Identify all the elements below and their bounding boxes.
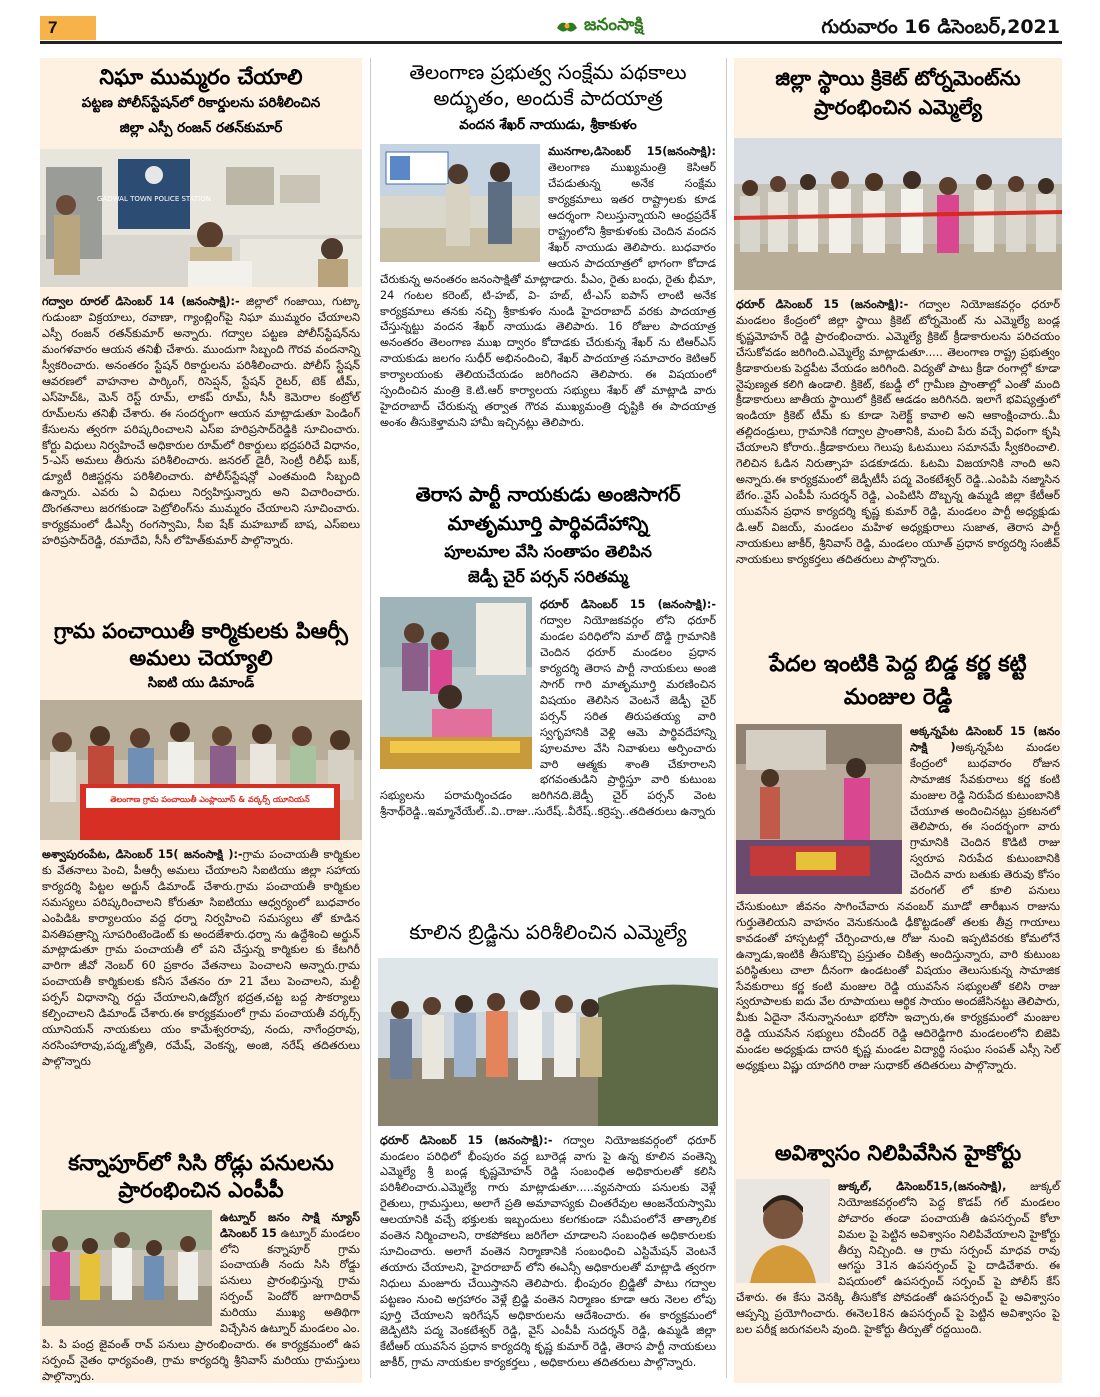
article-body — [378, 597, 718, 820]
headline: అవిశ్వాసం నిలిపివేసిన హైకోర్టు — [774, 1141, 1022, 1165]
article-text: తెలంగాణ ముఖ్యమంత్రి కెసిఆర్ చేపడుతున్న అనేక సంక్షేమ కార్యక్రమాలు ఇతర రాష్ట్రాలకు కూడ ఆదర్శంగా నిలుస్తున్నాయని ఆంధ్రప్రదేశ్ రాష్ట్రంలోని శ్రీకాకుళంకు చెందిన వందన శేఖర్ నాయుడు తెలిపారు. బుధవారం ఆయన పాదయాత్రలో భాగంగా కోదాడ చేరుకున్న అనంతరం జనంసాక్షితో మాట్లాడారు. పీఎం, రైతు బంధు, రైతు భీమా, 24 గంటల కరెంట్, టి-హబ్, వి- హబ్, టీ-ఎస్ ఐపాస్ లాంటి అనేక కార్యక్రమాలు తనకు నచ్చి శ్రీకాకుళం నుండి హైదరాబాద్ వరకు పాదయాత్ర చేస్తున్నట్టు వందన శేఖర్ నాయుడు తెలిపారు. 16 రోజుల పాదయాత్ర అనంతరం తెలంగాణ ముఖ ద్వారం కోదాడకు చేరుకున్న శేఖర్ ను టిఆర్ఎస్ నాయకుడు జలగం సుధీర్ అభినందించి, శేఖర్ పాదయాత్ర సమాచారం కెటిఆర్ కార్యాలయంకు తెలియచేయడం జరిగిందని తెలిపారు. ఈ విషయంలో స్పందించిన మంత్రి కె.టి.ఆర్ కార్యాలయ సభ్యులు శేఖర్ తో మాట్లాడి వారు హైదరాబాద్ చేరుకున్న తర్వాత గౌరవ ముఖ్యమంత్రి దృష్టికి ఈ పాదయాత్ర అంశం తీసుకెళ్తామని హామీ ఇచ్చినట్లు తెలిపారు. — [380, 161, 716, 429]
dateline: గద్వాల రూరల్‌ డిసెంబర్‌ 14 (జనంసాక్షి):- — [42, 295, 240, 309]
dateline: మునగాల,డిసెంబర్ 15(జనంసాక్షి): — [548, 145, 716, 159]
story-kannapur — [40, 1150, 362, 1383]
dateline: అశ్వాపురంపేట, డిసెంబర్ 15( జనంసాక్షి ):- — [42, 848, 243, 862]
brand — [555, 14, 643, 40]
dateline: ధరూర్ డిసెంబర్ 15 (జనంసాక్షి):- — [380, 1133, 553, 1147]
banner-text: తెలంగాణ గ్రామ పంచాయితీ ఎంప్లాయీస్ & వర్కర్స్ యూనియన్ — [110, 795, 310, 805]
article-text: గద్వాల నియోజకవర్గం ధరూర్ మండలం కేంద్రంలో జిల్లా స్థాయి క్రికెట్ టోర్నమెంట్ ను ఎమ్మెల్యే బండ్ల కృష్ణమోహన్ రెడ్డి ప్రారంభించారు. ఎమ్మెల్యే క్రికెట్ క్రీడాకారులను పరిచయం చేసుకోవడం జరిగింది.ఎమ్మెల్యే మాట్లాడుతూ..... తెలంగాణ రాష్ట్ర ప్రభుత్వం క్రీడాకారులకు పెద్దపీట వేయడం జరిగింది. విద్యతో పాటు క్రీడా రంగాల్లో కూడా నైపుణ్యత కలిగి ఉండాలి. క్రికెట్, కబడ్డీ లో గ్రామీణ ప్రాంతాల్లో ఎంతో మంది క్రీడాకారులు జాతీయ స్థాయిలో క్రికెట్ ఆడడం జరిగినది. ఇలాగే భవిష్యత్తులో ఇండియా క్రికెట్ టీమ్ కు కూడా సెలెక్ట్ కావాలి అని ఆకాంక్షించారు..మీ తల్లిదండ్రులు, గ్రామానికి గద్వాల ప్రాంతానికి, మంచి పేరు వచ్చే విధంగా కృషి చేయాలని కోరారు..క్రీడాకారులు గెలుపు ఓటములు సమానమే స్వీకరించాలి. గెలిచిన ఓడిన నిరుత్సాహ పడకూడదు. ఓటమి విజయానికి నాంది అని అన్నారు.ఈ కార్యక్రమంలో జెడ్పీటీసీ పద్మ వెంకటేశ్వర్ రెడ్డి..ఎంపిపి నజ్మాసిన బేగం..వైస్ ఎంపీపీ సుదర్శన్ రెడ్డి, ఎంపిటిసి దొబ్బన్న ఉమ్మడి జిల్లా కేటీఆర్ యువసేన ప్రధాన కార్యదర్శి కృష్ణ కుమార్ రెడ్డి, మండలం పార్టీ అధ్యక్షుడు డి.ఆర్ విజయ్, మండలం మహిళ అధ్యక్షురాలు సుజాత, తెరాస పార్టీ నాయకులు జాకీర్, శ్రీనివాస్ రెడ్డి, మండలం యూత్ ప్రధాన కార్యదర్శి సంజీవ్ నాయకులు కార్యకర్తలు తదితరులు పాల్గొన్నారు. — [736, 298, 1060, 566]
article-body — [734, 724, 1062, 1074]
headline: తెలంగాణ ప్రభుత్వ సంక్షేమ పథకాలు అద్భుతం, అందుకే పాదయాత్ర — [409, 60, 687, 110]
headline: కన్నాపూర్‌లో సిసి రోడ్లు పనులను ప్రారంభించిన ఎంపీపీ — [68, 1151, 334, 1202]
article-body — [40, 847, 362, 1070]
dateline: జుక్కల్, డిసెంబర్15,(జనంసాక్షి), — [838, 1179, 1007, 1193]
headline: జిల్లా స్థాయి క్రికెట్ టోర్నమెంట్‌ను ప్రారంభించిన ఎమ్మెల్యే — [775, 66, 1021, 119]
byline: వందన శేఖర్ నాయుడు, శ్రీకాకుళం — [459, 117, 637, 134]
bridge-inspection-photo — [378, 958, 718, 1126]
byline: జిల్లా ఎస్పీ రంజన్ రతన్‌కుమార్ — [119, 120, 283, 137]
column-divider — [370, 58, 371, 1378]
brand-logo-icon — [555, 18, 579, 36]
headline: తెరాస పార్టీ నాయకుడు అంజిసాగర్ మాతృమూర్తి పార్థివదేహాన్ని — [415, 483, 681, 536]
subheadline: పూలమాల వేసి సంతాపం తెలిపిన — [444, 541, 652, 561]
story-manjula — [734, 648, 1062, 1128]
headline: పేదల ఇంటికి పెద్ద బిడ్డ కర్ణ కట్టి మంజుల రెడ్డి — [769, 652, 1027, 710]
article-body — [734, 1179, 1062, 1338]
story-anjisagar — [378, 480, 718, 916]
article-body — [378, 1133, 718, 1372]
middle-column — [378, 58, 718, 1383]
article-text: గద్వాల నియోజకవర్గం లోని ధరూర్ మండల పరిధిలోని మాల్ దొడ్డి గ్రామానికి చెందిన ధరూర్ మండలం ప్రధాన కార్యదర్శి తెరాస పార్టీ నాయకులు అంజి సాగర్ గారి మాతృమూర్తి మరణించిన విషయం తెలిసిన వెంటనే జెడ్పీ చైర్ పర్సన్ సరిత తిరుపతయ్య వారి స్వగృహానికి వెళ్లి ఆమె పార్థివదేహాన్ని పూలమాల వేసి నివాళులు అర్పించారు వారి ఆత్మకు శాంతి చేకూరాలని భగవంతుడిని ప్రార్థిస్తూ వారి కుటుంబ సభ్యులను పరామర్శించడం జరిగినది.జెడ్పీ చైర్ పర్సన్ వెంట శ్రీనాథ్‌రెడ్డి..ఇమ్మానేయేల్..వి..రాజు..సురేష్..వీరేష్..కర్రెప్ప..తదితరులు ఉన్నారు — [380, 614, 716, 819]
article-text: గ్రామ పంచాయతీ కార్మికుల కు వేతనాలు పెంచి, పీఆర్సీ అమలు చేయాలని సిఐటియు జిల్లా సహాయ కార్యదర్శి పిట్టల అర్జున్ డిమాండ్ చేశారు.గ్రామ పంచాయతీ కార్మికుల సమస్యలు పరిష్కరించాలని కోరుతూ సిఐటియు ఆధ్వర్యంలో బుధవారం ఎంపిడిఓ కార్యాలయం వద్ద ధర్నా నిర్వహించి సమస్యలు తో కూడిన వినతిపత్రాన్ని సూపరింటెండెంట్ కు అందజేశారు.ధర్నా ను ఉద్దేశించి అర్జున్ మాట్లాడుతూ గ్రామ పంచాయతీ లో పని చేస్తున్న కార్మికుల కు కేటగిరీ వారిగా జీవో నెంబర్ 60 ప్రకారం వేతనాలు పెంచాలని అన్నారు.గ్రామ పంచాయతీ కార్మికులకు కనీస వేతనం రూ 21 వేలు పెంచాలని, మల్టీ పర్పస్ విధానాన్ని రద్దు చేయాలని,ఉద్యోగ భద్రత,చట్ట బద్ద సౌకర్యాలు కల్పించాలని డిమాండ్ చేశారు.ఈ కార్యక్రమంలో గ్రామ పంచాయతీ వర్కర్స్ యూనియన్ నాయకులు యం కామేశ్వరరావు, నందు, నాగేంద్రరావు, నరసింహారావు,పద్మ,జ్యోతి, రమేష్, వెంకన్న, అంజి, నరేష్ తదితరులు పాల్గొన్నారు — [42, 848, 361, 1068]
article-text: జిల్లాలో గంజాయి, గుట్కా గుడుంబా విక్రయాలు, రవాణా, గ్యాంబ్లింగ్‌పై నిఘా ముమ్మరం చేయాలని ఎస్పీ రంజన్ రతన్‌కుమార్ అన్నారు. గద్వాల పట్టణ పోలీస్‌స్టేషన్‌ను మంగళవారం ఆయన తనిఖీ చేశారు. ముందుగా సిబ్బంది గౌరవ వందనాన్ని స్వీకరించారు. అనంతరం స్టేషన్ రికార్డులను పరిశీలించారు. పోలీస్ స్టేషన్ ఆవరణలో వాహనాల పార్కింగ్, రిసెప్షన్, స్టేషన్ రైటర్, టెక్ టీమ్, ఎస్‌హెచ్‌ఓ, మెన్ రెస్ట్ రూమ్, లాకప్ రూమ్, సీసీ కెమెరాల కంట్రోల్ రూమ్‌లను తనిఖీ చేశారు. ఈ సందర్భంగా ఆయన మాట్లాడుతూ పెండింగ్ కేసులను త్వరగా పరిష్కరించాలని ఎస్‌ఐ హరిప్రసాద్‌రెడ్డికి సూచించారు. కోర్టు విధులు నిర్వహించే అధికారుల రూమ్‌లో రికార్డులు భద్రపరిచే విధానం, 5-ఎస్ అమలు తీరును పరిశీలించారు. జనరల్ డైరీ, సెంట్రీ రిలీఫ్ బుక్, డ్యూటీ రిజిస్టర్లను పరిశీలించారు. పోలీస్‌స్టేషన్లో ఎంతమంది సిబ్బంది ఉన్నారు. ఎవరు ఏ విధులు నిర్వహిస్తున్నారు అని విచారించారు. దొంగతనాలు జరగకుండా పెట్రోలింగ్‌ను ముమ్మరం చేయాలని సూచించారు. కార్యక్రమంలో డీఎస్పీ రంగస్వామి, సీఐ షేక్ మహబూబ్ బాష, ఎస్‌ఐలు హరిప్రసాద్‌రెడ్డి, రమాదేవి, సీసీ లోహిత్‌కుమార్ పాల్గొన్నారు. — [42, 295, 360, 547]
page-number: 7 — [40, 16, 96, 40]
police-station-photo — [40, 149, 362, 287]
dateline: అక్కన్నపేట డిసెంబర్ 15 (జనం సాక్షి ) — [910, 725, 1060, 754]
dateline: ధరూర్ డిసెంబర్ 15 (జనంసాక్షి):- — [540, 598, 716, 612]
article-body — [734, 297, 1062, 567]
dateline: ఉట్నూర్ జనం సాక్షి న్యూస్ డిసెంబర్ 15 — [220, 1210, 360, 1240]
tribute-photo — [380, 597, 532, 769]
subheadline: జెడ్పీ చైర్ పర్సన్ సరితమ్మ — [468, 566, 628, 586]
article-text: గద్వాల నియోజకవర్గంలో ధరూర్ మండలం పరిధిలో భీంపురం వద్ద బూరెడ్ల వాగు పై ఉన్న కూలిన వంతెన్ని ఎమ్మెల్యే శ్రీ బండ్ల కృష్ణమోహన్ రెడ్డి సంబంధిత అధికారులతో కలిసి పరిశీలించారు.ఎమ్మెల్యే గారు మాట్లాడుతూ.....వ్యవసాయ పనులకు వెళ్లే రైతులు, గ్రామస్తులు, అలాగే ప్రతి అమావాస్యకు చింతరేవుల ఆంజనేయస్వామి ఆలయానికి వచ్చే భక్తులకు ఇబ్బందులు కలగకుండా సమీపంలోనే తాత్కాలిక వంతెన నిర్మించాలని, రాకపోకలు జరిగేలా చూడాలని సంబంధిత అధికారులకు సూచించారు. అలాగే వంతెన నిర్మాణానికి సంబంధించి ఎస్టిమేషన్ వెంటనే తయారు చేయాలని, హైదరాబాద్ లోని ఈఎన్సీ అధికారులతో మాట్లాడి త్వరగా నిధులు మంజూరు చేయిస్తానని తెలిపారు. భీంపురం బ్రిడ్జితో పాటు గద్వాల పట్టణం నుంచి అగ్రహారం వెళ్లే బ్రిడ్జి వంతెన నిర్మాణం కూడా ఆరు నెలల లోపు పూర్తి చేయాలని ఇరిగేషన్ అధికారులను ఆదేశించారు. ఈ కార్యక్రమంలో జెడ్పిటిసి పద్మ వెంకటేశ్వర్ రెడ్డి, వైస్ ఎంపీపీ సుదర్శన్ రెడ్డి, ఉమ్మడి జిల్లా కేటీఆర్ యువసేన ప్రధాన కార్యదర్శి కృష్ణ కుమార్ రెడ్డి, తెరాస పార్టీ నాయకులు జాకీర్, గ్రామ నాయకుల కార్యకర్తలు , అధికారులు తదితరులు పాల్గొన్నారు. — [380, 1133, 716, 1370]
story-cricket — [734, 60, 1062, 648]
story-padayatra — [378, 60, 718, 470]
story-gram-panchayat — [40, 618, 362, 1118]
story-hicourt — [734, 1140, 1062, 1383]
article-text: అక్కన్నపేట మండల కేంద్రంలో బుధవారం రోజున సామాజిక సేవకురాలు కర్ణ కంటి మంజుల రెడ్డి నిరుపేద కుటుంబానికి చేయూత అందించినట్లు ప్రకటనలో తెలిపారు, ఈ సందర్భంగా వారు గ్రామానికి చెందిన కొడిటి రాజు స్వరూప నిరుపేద కుటుంబానికి చెందిన వారు బతుకు తెరువు కోసం వరంగల్ లో కూలి పనులు చేసుకుంటూ జీవనం సాగించేవారు నవంబర్ మూడో తారీఖున రాజును గుర్తుతెలియని వాహనం వెనుకనుండి ఢీకొట్టడంతో తలకు తీవ్ర గాయాలు కావడంతో హాస్పటల్లో చేర్పించారు,ఆ రోజు నుంచి ఇప్పటివరకు కోమలోనే ఉన్నాడు,ఇంటికి తీసుకొచ్చి ప్రస్తుతం చికిత్స అందిస్తున్నారు, వారి కుటుంబ పరిస్థితులు చాలా దీనంగా ఉండటంతో విషయం తెలుసుకున్న సామాజిక సేవకురాలు కర్ణ కంటి మంజుల రెడ్డి యువసేన సభ్యులతో కలిసి రాజు స్వరూపాలకు ఐదు వేల రూపాయలు ఆర్థిక సాయం అందజేసినట్టు తెలిపారు, మీకు ఏదైనా నేనున్నానంటూ భరోసా ఇచ్చారు,ఈ కార్యక్రమంలో మంజుల రెడ్డి యువసేన సభ్యులు రవీందర్ రెడ్డి ఆదిరెడ్డిగారి మండలంలోని బిజెపి మండల అధ్యక్షుడు దాసరి కృష్ణ మండల విద్యార్థి సంఘం సంపత్ ఎస్సీ సెల్ అధ్యక్షులు విష్ణు యాదగిరి రాజు సుధాకర్ తదితరులు పాల్గొన్నారు. — [736, 740, 1060, 1073]
paper-name: జనంసాక్షి — [584, 15, 644, 35]
headline: కూలిన బ్రిడ్జిను పరిశీలించిన ఎమ్మెల్యే — [409, 920, 687, 944]
photo-sign-text: GADWAL TOWN POLICE STATION — [97, 195, 211, 204]
masthead — [40, 14, 1062, 44]
padayatra-photo — [380, 144, 540, 262]
portrait-photo — [736, 1179, 830, 1283]
cc-road-photo — [42, 1210, 212, 1326]
right-column — [734, 58, 1062, 1383]
dateline: ధరూర్ డిసెంబర్ 15 (జనంసాక్షి):- — [736, 298, 909, 311]
story-bridge — [378, 920, 718, 1383]
article-text: జుక్కల్ నియోజకవర్గంలోని పెద్ద కొడప్ గల్ మండలం పోచారం తండా పంచాయతీ ఉపసర్పంచ్ కోలా విమల పై పెట్టిన అవిశ్వాసం నిలిపివేయాలని హైకోర్టు తీర్పు నిచ్చింది. ఆ గ్రామ సర్పంచ్ మాధవ రావు ఆగస్టు 31న ఉపసర్పంచ్ పై దాడిచేశారు. ఈ విషయంలో ఉపసర్పంచ్ సర్పంచ్ పై పోలీస్ కేస్ చేశారు. ఈ కేసు వెనక్కి తీసుకోక పోవడంతో ఉపసర్పంచ్ పై అవిశ్వాసం ఆప్పన్ని ప్రయోగించారు. ఈనెల18న ఉపసర్పంచ్ పై పెట్టిన అవిశ్వాసం పై బల పరీక్ష జరుగవలసి వుంది. హైకోర్టు తీర్పుతో రద్దయింది. — [736, 1179, 1060, 1337]
column-divider — [726, 58, 727, 1378]
family-aid-photo — [736, 724, 902, 894]
subheadline: పట్టణ పోలీస్‌స్టేషన్‌లో రికార్డులను పరిశీలించిన — [81, 94, 321, 111]
article-body — [40, 1210, 362, 1383]
subheadline: సిఐటి యు డిమాండ్ — [147, 674, 255, 691]
issue-date: గురువారం 16 డిసెంబర్,2021 — [821, 16, 1060, 38]
ribbon-cutting-photo — [734, 138, 1062, 290]
article-body — [40, 294, 362, 549]
dharna-photo — [40, 700, 362, 840]
story-nigha — [40, 60, 362, 615]
headline: నిఘా ముమ్మరం చేయాలి — [99, 65, 303, 89]
article-text: ఉట్నూర్ మండలం లోని కన్నాపూర్ గ్రామ పంచాయతీ నందు సిసి రోడ్డు పనులు ప్రారంభిస్తున్న గ్రామ సర్పంచ్ పెందోర్ జుగాదిరావ్ మరియు ముఖ్య అతిథిగా విచ్చేసిన ఉట్నూర్ మండలం ఎం. పి. పి పంద్ర జైవంత్ రావ్ పనులు ప్రారంభించారు. ఈ కార్యక్రమంలో ఉప సర్పంచ్ నైతం ధార్యవంతి, గ్రామ కార్యదర్శి శ్రీనివాస్ మరియు గ్రామస్తులు పాల్గొన్నారు. — [42, 1226, 360, 1383]
left-column — [40, 58, 362, 1383]
headline: గ్రామ పంచాయితీ కార్మికులకు పిఆర్సీ అమలు చెయ్యాలి — [54, 619, 348, 670]
article-body — [378, 144, 718, 430]
